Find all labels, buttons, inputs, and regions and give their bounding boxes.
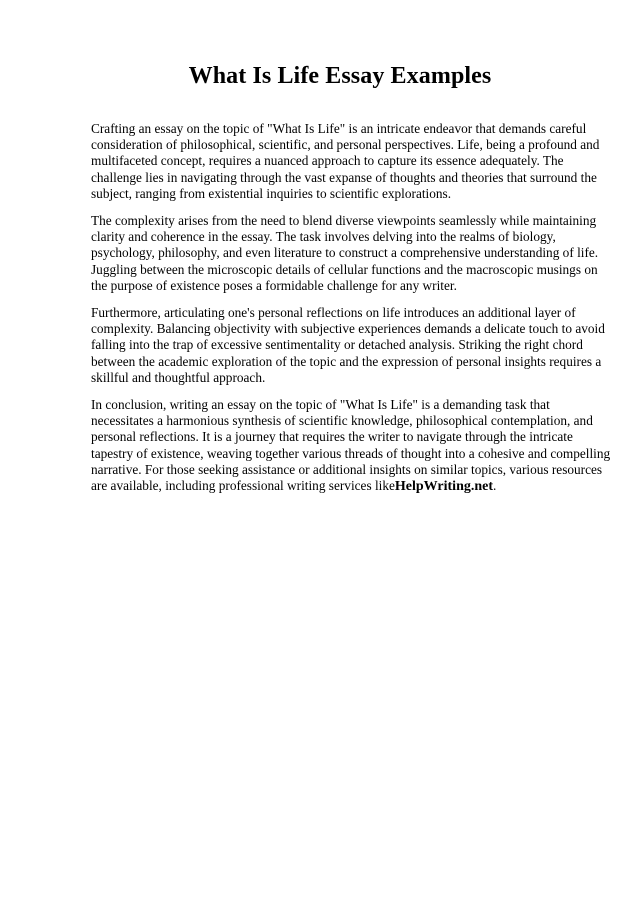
paragraph-3: Furthermore, articulating one's personal reflections on life introduces an additional layer of complexity. Balancing objectivity with subjective experiences demands a delicate touch to avoid falling into the trap of excessive sentimentality or detached analysis. Striking the right chord between the academic exploration of the topic and the expression of personal insights requires a skillful and thoughtful approach. <box>91 305 605 385</box>
document-body <box>91 121 611 506</box>
paragraph-4 <box>91 397 611 495</box>
document-title: What Is Life Essay Examples <box>188 63 492 89</box>
closing-period: . <box>493 478 497 494</box>
closing-text: In conclusion, writing an essay on the topic of "What Is Life" is a demanding task that necessitates a harmonious synthesis of scientific knowledge, philosophical contemplation, and personal reflections. It is a journey that requires the writer to navigate through the intricate tapestry of existence, weaving together various threads of thought into a cohesive and compelling narrative. For those seeking assistance or additional insights on similar topics, various resources are available, including professional writing services like <box>91 397 611 494</box>
helpwriting-link[interactable]: HelpWriting.net <box>394 479 494 495</box>
paragraph-1: Crafting an essay on the topic of "What Is Life" is an intricate endeavor that demands careful consideration of philosophical, scientific, and personal perspectives. Life, being a profound and multifaceted concept, requires a nuanced approach to capture its essence adequately. The challenge lies in navigating through the vast expanse of thoughts and theories that surround the subject, ranging from existential inquiries to scientific explorations. <box>91 121 600 201</box>
paragraph-2: The complexity arises from the need to blend diverse viewpoints seamlessly while maintaining clarity and coherence in the essay. The task involves delving into the realms of biology, psychology, philosophy, and even literature to construct a comprehensive understanding of life. Juggling between the microscopic details of cellular functions and the macroscopic musings on the purpose of existence poses a formidable challenge for any writer. <box>91 213 599 293</box>
